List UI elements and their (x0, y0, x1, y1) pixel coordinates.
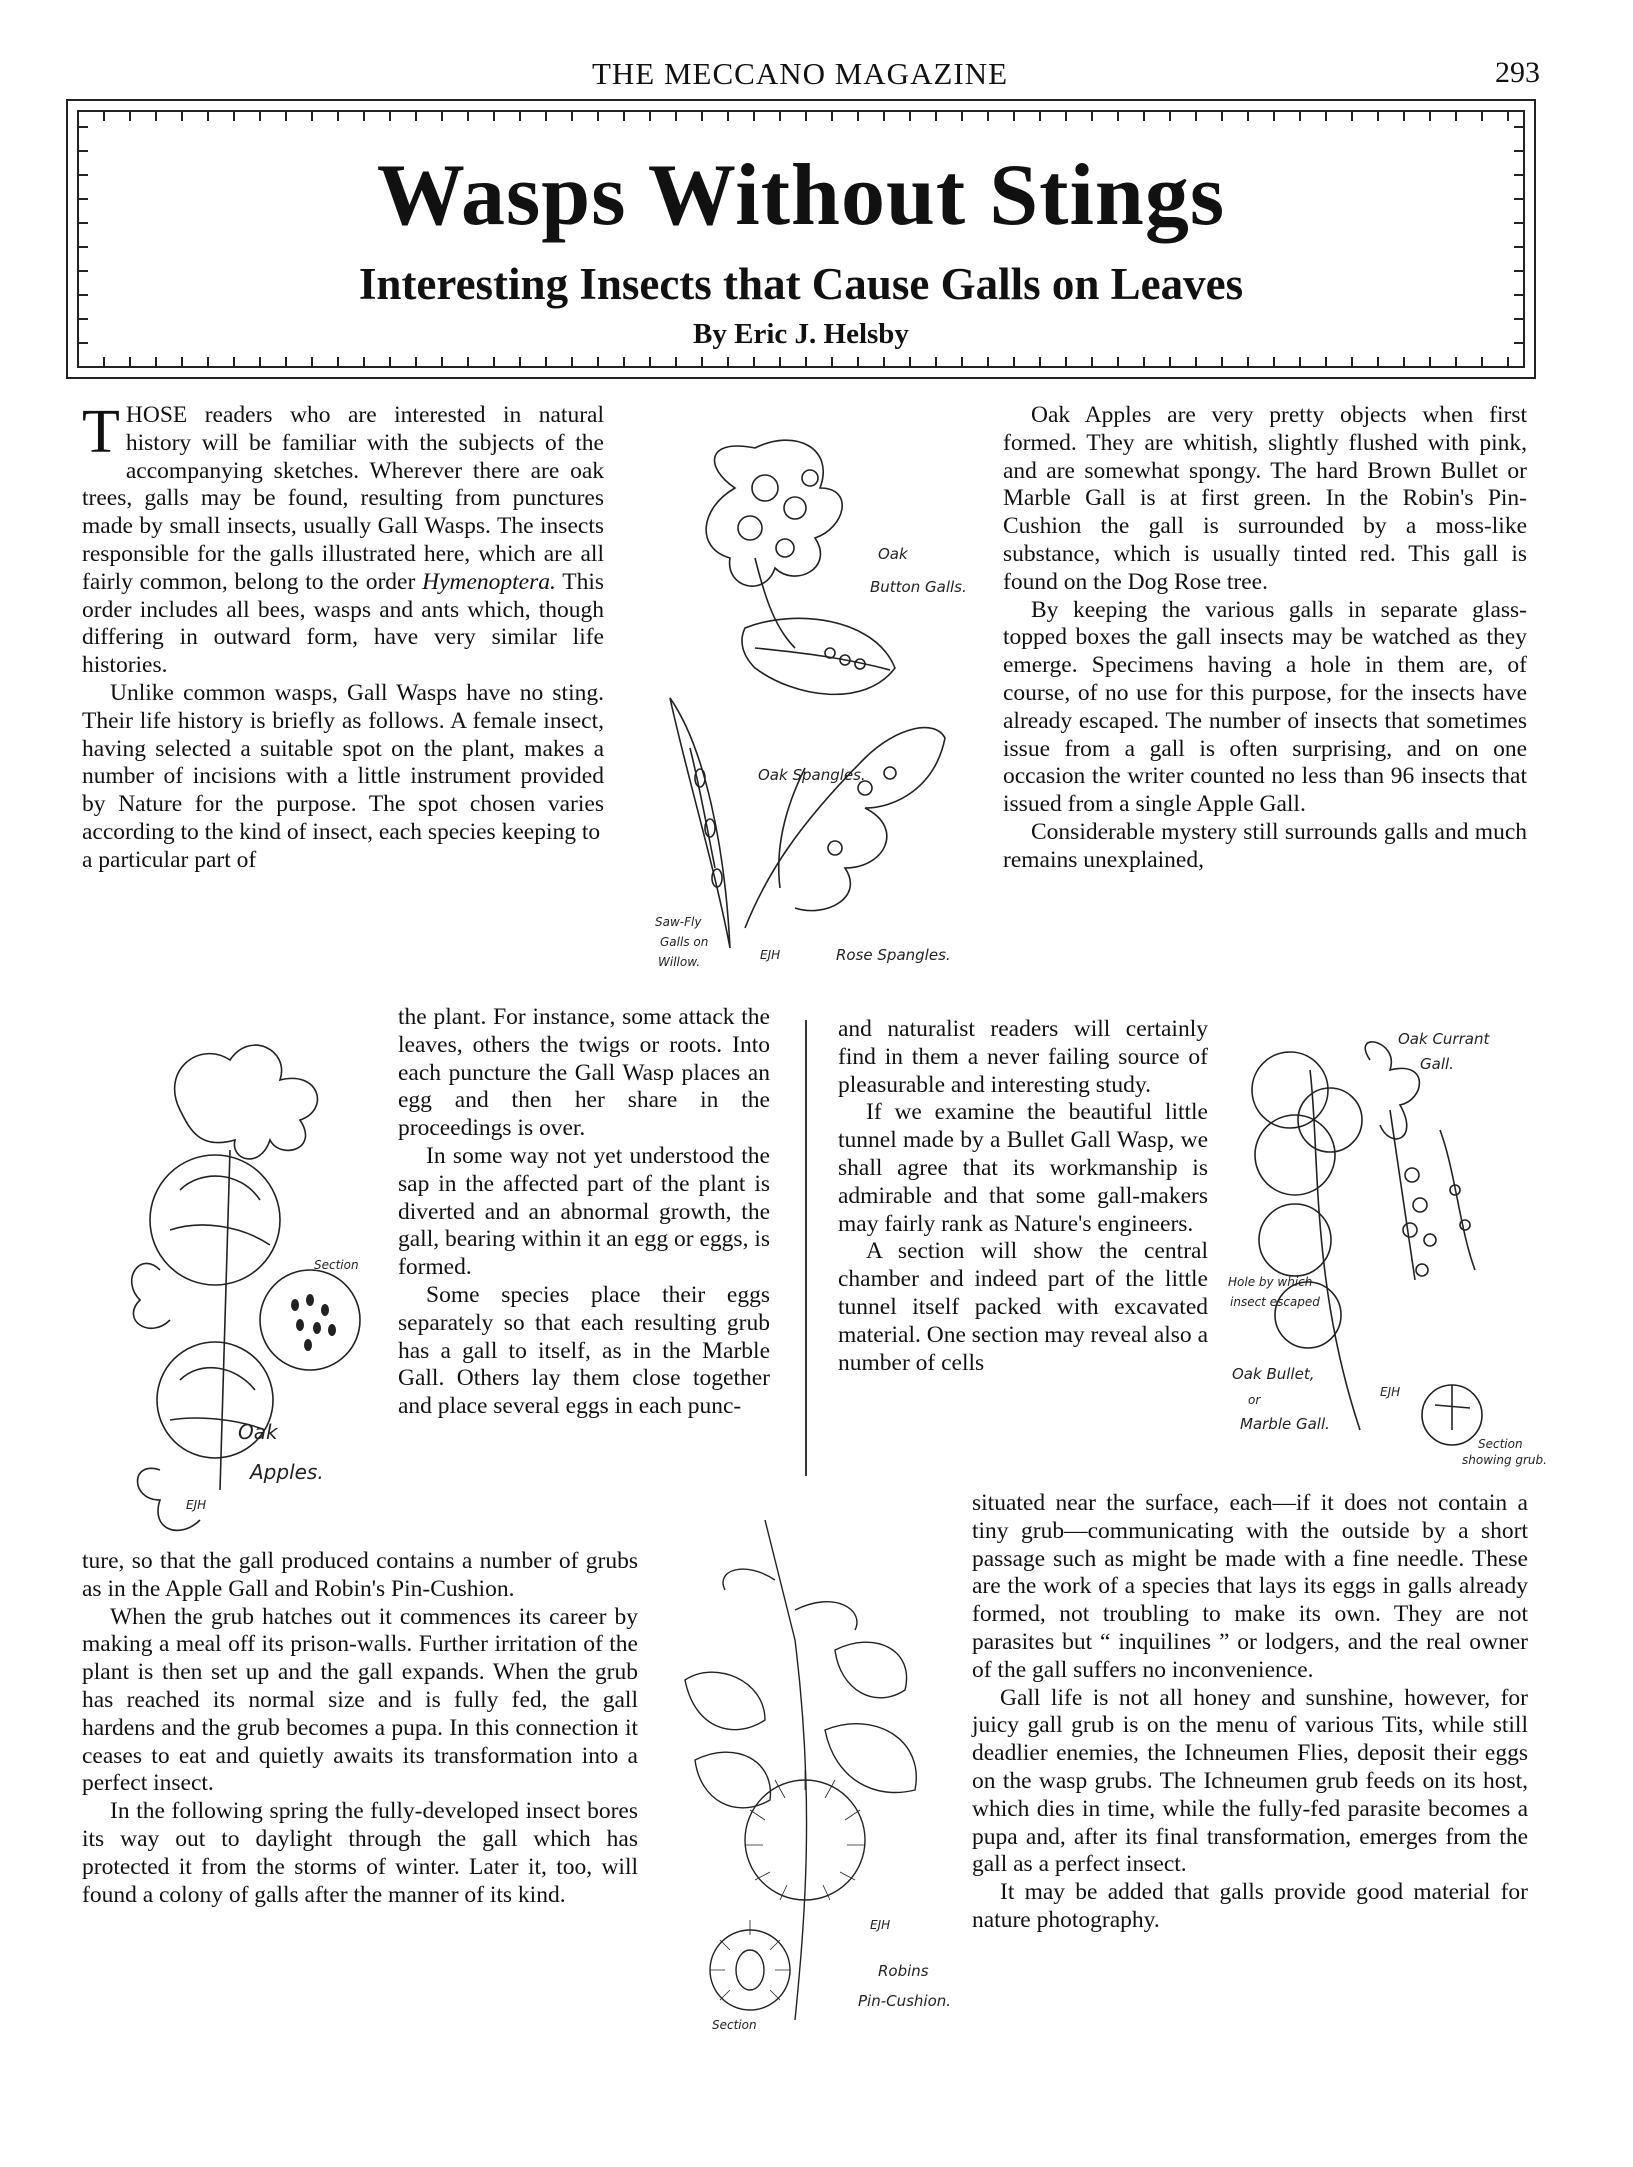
artist-initials: EJH (1380, 1385, 1401, 1399)
paragraph: the plant. For instance, some attack the leaves, others the twigs or roots. Into each puncture the Gall Wasp places an egg and then her share in the proceedings is over. (398, 1004, 770, 1142)
paragraph: When the grub hatches out it commences its career by making a meal off its prison-walls. Further irritation of the plant is then set up and the gall expands. When the grub has reached its normal size and is fully fed, the gall hardens and the grub becomes a pupa. In this connection it ceases to eat and quietly awaits its transformation into a perfect insect. (82, 1603, 638, 1797)
caption-hole-1: Hole by which (1228, 1275, 1313, 1289)
paragraph: ture, so that the gall produced contains a number of grubs as in the Apple Gall and Robin's Pin-Cushion. (82, 1548, 638, 1602)
left-column (82, 398, 605, 875)
paragraph: By keeping the various galls in separate glass-topped boxes the gall insects may be watched as they emerge. Specimens having a hole in them are, of course, of no use for this purpose, for the insects have already escaped. The number of insects that sometimes issue from a gall is often surprising, and on one occasion the writer counted no less than 96 insects that issued from a single Apple Gall. (1003, 596, 1527, 818)
caption-oak-button-galls: Button Galls. (870, 578, 967, 596)
caption-section: Section (314, 1258, 359, 1272)
running-head (60, 56, 1540, 96)
paragraph: A section will show the central chamber and indeed part of the little tunnel itself packed with excavated material. One section may reveal also a number of cells (838, 1238, 1208, 1376)
byline: By Eric J. Helsby (693, 318, 909, 350)
lower-right-column (972, 1490, 1528, 1935)
paragraph: It may be added that galls provide good material for nature photography. (972, 1879, 1528, 1933)
caption-oak-apples-2: Apples. (250, 1460, 324, 1484)
lower-left-column (82, 1548, 638, 1909)
caption-section: Section (712, 2018, 757, 2032)
article-title: Wasps Without Stings (376, 147, 1226, 244)
caption-robins: Robins (878, 1962, 929, 1980)
artist-initials: EJH (870, 1918, 891, 1932)
paragraph: situated near the surface, each—if it does not contain a tiny grub—communicating with the outside by a short passage such as might be made with a fine needle. These are the work of a species that lays its eggs in galls already formed, not troubling to make its own. They are not parasites but “ inquilines ” or lodgers, and the real owner of the gall suffers no inconvenience. (972, 1490, 1528, 1683)
oak-leaf-galls-drawing (645, 428, 965, 988)
magazine-title: THE MECCANO MAGAZINE (591, 56, 1009, 91)
caption-sawfly-3: Willow. (658, 955, 701, 969)
drop-cap: T (82, 398, 120, 466)
caption-oak-apples-1: Oak (238, 1420, 278, 1444)
caption-oak-currant-gall: Gall. (1420, 1055, 1454, 1073)
artist-initials: EJH (186, 1498, 207, 1512)
middle-column (398, 1004, 770, 1421)
paragraph: If we examine the beautiful little tunnel made by a Bullet Gall Wasp, we shall agree that its workmanship is admirable and that some gall-makers may fairly rank as Nature's engineers. (838, 1099, 1208, 1237)
oak-leaf-galls-illustration (645, 428, 965, 988)
oak-bullet-drawing (1240, 1030, 1540, 1470)
caption-section-grub-2: showing grub. (1462, 1453, 1547, 1467)
caption-oak-button: Oak (878, 545, 908, 563)
paragraph: and naturalist readers will certainly find in them a never failing source of pleasurable and interesting study. (838, 1016, 1208, 1098)
caption-oak-currant: Oak Currant (1398, 1030, 1490, 1048)
caption-or: or (1248, 1393, 1261, 1407)
artist-initials: EJH (760, 948, 781, 962)
paragraph: In the following spring the fully-developed insect bores its way out to daylight through the gall which has protected it from the storms of winter. Later it, too, will found a colony of galls after the manner of its kind. (82, 1798, 638, 1908)
caption-oak-bullet: Oak Bullet, (1232, 1365, 1315, 1383)
page-number: 293 (1495, 56, 1540, 89)
caption-sawfly-1: Saw-Fly (655, 915, 702, 929)
paragraph: Oak Apples are very pretty objects when first formed. They are whitish, slightly flushed with pink, and are somewhat spongy. The hard Brown Bullet or Marble Gall is at first green. In the Robin's Pin-Cushion the gall is surrounded by a moss-like substance, which is usually tinted red. This gall is found on the Dog Rose tree. (1003, 402, 1527, 595)
column-divider (805, 1020, 807, 1476)
paragraph: Some species place their eggs separately so that each resulting grub has a gall to itself, as in the Marble Gall. Others lay them close together and place several eggs in each punc- (398, 1281, 770, 1420)
caption-hole-2: insect escaped (1230, 1295, 1320, 1309)
oak-bullet-currant-illustration (1240, 1030, 1540, 1470)
caption-sawfly-2: Galls on (660, 935, 709, 949)
paragraph: THOSE readers who are interested in natural history will be familiar with the subjects of the accompanying sketches. Wherever there are oak trees, galls may be found, resulting from punctures made by small insects, usually Gall Wasps. The insects responsible for the galls illustrated here, which are all fairly common, belong to the order Hymenoptera. This order includes all bees, wasps and ants which, though differing in outward form, have very similar life histories. (82, 398, 605, 679)
title-frame (66, 99, 1536, 379)
paragraph: In some way not yet understood the sap in the affected part of the plant is diverted and an abnormal growth, the gall, bearing within it an egg or eggs, is formed. (398, 1142, 771, 1281)
caption-oak-spangles: Oak Spangles. (758, 766, 866, 784)
article-subtitle: Interesting Insects that Cause Galls on Leaves (358, 259, 1244, 309)
caption-pin-cushion: Pin-Cushion. (858, 1992, 952, 2010)
paragraph: a particular part of (82, 846, 257, 873)
right-column (1003, 402, 1527, 875)
paragraph: Gall life is not all honey and sunshine, however, for juicy gall grub is on the menu of various Tits, while still deadlier enemies, the Ichneumen Flies, deposit their eggs on the wasp grubs. The Ichneumen grub feeds on its host, which dies in time, while the fully-fed parasite becomes a pupa and, after its final transformation, emerges from the gall as a perfect insect. (972, 1684, 1528, 1878)
caption-rose-spangles: Rose Spangles. (836, 946, 951, 964)
center-column (838, 1016, 1208, 1377)
caption-section-grub-1: Section (1478, 1437, 1523, 1451)
caption-marble-gall: Marble Gall. (1240, 1415, 1330, 1433)
paragraph: Unlike common wasps, Gall Wasps have no sting. Their life history is briefly as follows. A female insect, having selected a suitable spot on the plant, makes a number of incisions with a little instrument provided by Nature for the purpose. The spot chosen varies according to the kind of insect, each species keeping to (82, 679, 604, 845)
paragraph: Considerable mystery still surrounds galls and much remains unexplained, (1003, 818, 1527, 873)
